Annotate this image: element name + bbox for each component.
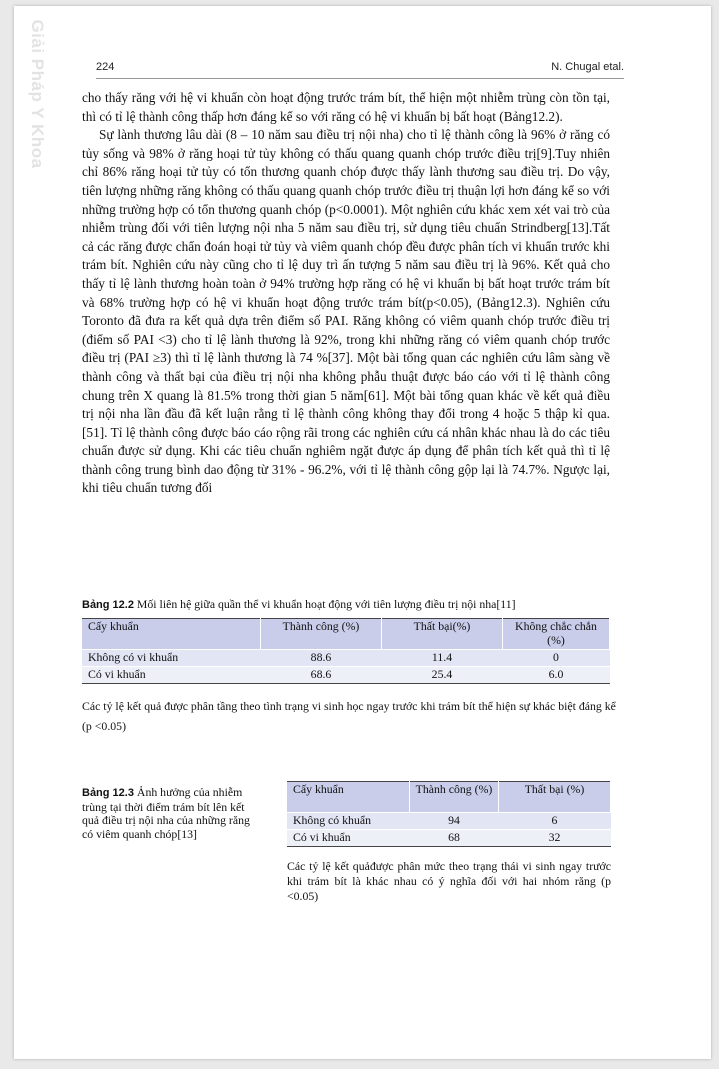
column-header: Thất bại (%) xyxy=(499,782,611,813)
column-header: Thành công (%) xyxy=(261,619,382,650)
table-cell: 6 xyxy=(499,813,611,830)
table-cell: Không có vi khuẩn xyxy=(82,650,261,667)
running-head: N. Chugal etal. xyxy=(551,61,624,73)
table-row xyxy=(82,650,610,667)
body-text xyxy=(82,89,610,498)
column-header: Cấy khuẩn xyxy=(287,782,410,813)
paragraph-2: Sự lành thương lâu dài (8 – 10 năm sau điều trị nội nha) cho tỉ lệ thành công là 96% ở răng có tủy sống và 98% ở răng hoại tử tủy không có thấu quang quanh chóp trước điều trị[9].Tuy nhiên chỉ 86% răng hoại tử tủy có tổn thương quanh chóp được thấy lành thương sau điều trị. Do vậy, tiên lượng những răng không có thấu quang quanh chóp trước điều trị thuận lợi hơn đáng kể so với những trường hợp có tổn thương quanh chóp (p<0.0001). Một nghiên cứu khác xem xét vai trò của nhiễm trùng đối với tiên lượng nội nha 5 năm sau điều trị, sử dụng tiêu chuẩn Strindberg[13].Tất cả các răng được chẩn đoán hoại tử tủy và viêm quanh chóp đều được phân tích vi khuẩn trước khi trám bít. Nghiên cứu này cũng cho tỉ lệ duy trì ấn tượng 5 năm sau điều trị là 96%. Kết quả cho thấy tỉ lệ lành thương hoàn toàn ở 94% trường hợp răng có hệ vi khuẩn bị bất hoạt trước trám bít và 68% trường hợp có hệ vi khuẩn hoạt động trước trám bít(p<0.05), (Bảng12.3). Nghiên cứu Toronto đã đưa ra kết quả dựa trên điểm số PAI. Răng không có viêm quanh chóp trước điều trị (điểm số PAI <3) cho tỉ lệ lành thương là 92%, trong khi những răng có viêm quanh chóp trước điều trị (PAI ≥3) thì tỉ lệ lành thương là 74 %[37]. Một bài tổng quan các nghiên cứu lâm sàng về thành công và thất bại của điều trị nội nha không phẫu thuật được báo cáo với tỉ lệ thành công chung trên X quang là 81.5% trong thời gian 5 năm[61]. Một bài tổng quan khác về kết quả điều trị nội nha lần đầu đã kết luận rằng tỉ lệ thành công không thay đổi trong 4 hoặc 5 thập kỉ qua. [51]. Tỉ lệ thành công được báo cáo rộng rãi trong các nghiên cứu cá nhân khác nhau là do các tiêu chuẩn được sử dụng. Khi các tiêu chuẩn nghiêm ngặt được áp dụng để phân tích kết quả thì tỉ lệ thành công trung bình dao động từ 31% - 96.2%, với tỉ lệ thành công gộp lại là 74.7%. Ngược lại, khi tiêu chuẩn tương đối xyxy=(82,127,610,496)
table-12-2-note: Các tỷ lệ kết quả được phân tầng theo tình trạng vi sinh học ngay trước khi trám bít thể hiện sự khác biệt đáng kể (p <0.05) xyxy=(82,699,616,733)
table-12-2-label: Bảng 12.2 xyxy=(82,599,134,611)
table-cell: Có vi khuẩn xyxy=(82,667,261,684)
table-cell: 0 xyxy=(503,650,610,667)
watermark-text: Giải Pháp Y Khoa xyxy=(28,19,47,169)
table-12-3 xyxy=(287,781,611,847)
table-cell: 25.4 xyxy=(382,667,503,684)
table-cell: Có vi khuẩn xyxy=(287,830,410,847)
table-12-2-title: Mối liên hệ giữa quần thể vi khuẩn hoạt động với tiên lượng điều trị nội nha[11] xyxy=(136,597,516,611)
table-cell: Không có khuẩn xyxy=(287,813,410,830)
table-cell: 11.4 xyxy=(382,650,503,667)
table-12-2-caption xyxy=(82,597,622,612)
table-12-3-caption xyxy=(82,786,252,841)
table-cell: 88.6 xyxy=(261,650,382,667)
table-header-row xyxy=(82,619,610,650)
table-row xyxy=(82,667,610,684)
page-header xyxy=(96,56,624,79)
table-cell: 6.0 xyxy=(503,667,610,684)
table-12-3-title: Ảnh hưởng của nhiễm trùng tại thời điểm trám bít lên kết quả điều trị nội nha của những răng có viêm quanh chóp[13] xyxy=(82,785,250,841)
table-row xyxy=(287,813,611,830)
column-header: Không chắc chắn (%) xyxy=(503,619,610,650)
column-header: Cấy khuẩn xyxy=(82,619,261,650)
table-cell: 68 xyxy=(410,830,499,847)
paragraph-1: cho thấy răng với hệ vi khuẩn còn hoạt động trước trám bít, thể hiện một nhiễm trùng còn tồn tại, thì có tỉ lệ thành công thấp hơn đáng kể so với răng có hệ vi khuẩn bị bất hoạt (Bảng12.2). xyxy=(82,90,610,124)
table-12-3-label: Bảng 12.3 xyxy=(82,787,134,799)
column-header: Thất bại(%) xyxy=(382,619,503,650)
table-header-row xyxy=(287,782,611,813)
table-12-3-note: Các tỷ lệ kết quảđược phân mức theo trạng thái vi sinh ngay trước khi trám bít là khác nhau có ý nghĩa đối với hai nhóm răng (p <0.05) xyxy=(287,859,611,903)
column-header: Thành công (%) xyxy=(410,782,499,813)
table-row xyxy=(287,830,611,847)
table-12-2 xyxy=(82,618,610,684)
page-number: 224 xyxy=(96,61,115,73)
watermark xyxy=(25,14,49,174)
table-cell: 94 xyxy=(410,813,499,830)
table-cell: 32 xyxy=(499,830,611,847)
table-cell: 68.6 xyxy=(261,667,382,684)
